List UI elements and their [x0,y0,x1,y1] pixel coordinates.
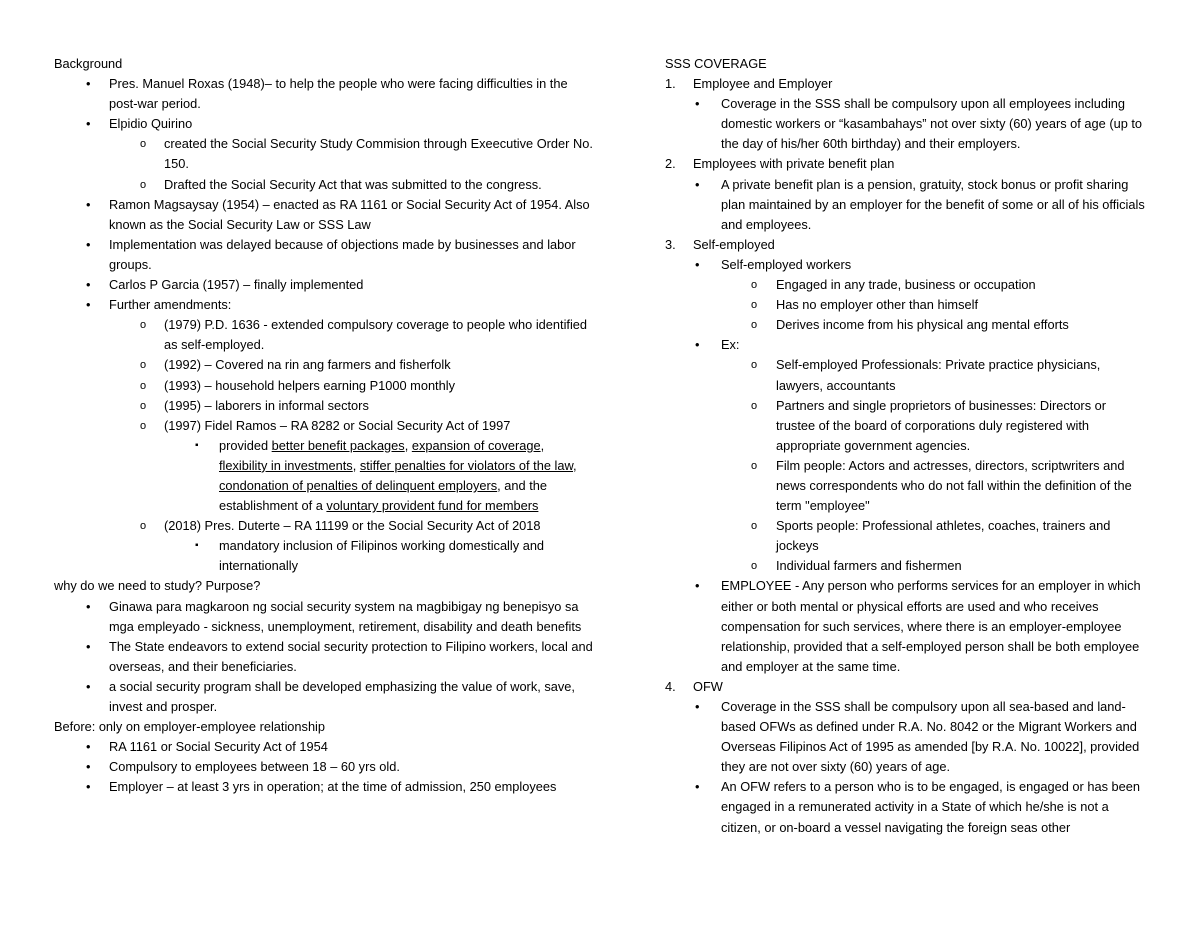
list-item: o (1993) – household helpers earning P1000 monthly [140,377,455,393]
numbered-item: 2. Employees with private benefit plan [665,156,895,172]
list-item: o Individual farmers and fishermen [751,558,962,574]
left-column [54,54,594,797]
list-item: o created the Social Security Study Commision through Exeecutive Order No. 150. [140,136,593,172]
coverage-heading: SSS COVERAGE [665,56,767,71]
list-item: • Elpidio Quirino [86,116,193,132]
numbered-item: 3. Self-employed [665,236,775,252]
numbered-item: 4. OFW [665,678,723,694]
list-item: • Further amendments: [86,297,232,313]
list-item: o Film people: Actors and actresses, directors, scriptwriters and news correspondents who do not fall within the definition of the term "employee" [751,457,1132,514]
list-item: • a social security program shall be developed emphasizing the value of work, save, invest and prosper. [86,678,575,714]
list-item: • A private benefit plan is a pension, gratuity, stock bonus or profit sharing plan maintained by an employer for the benefit of some or all of his officials and employees. [695,176,1145,232]
list-item: • Ramon Magsaysay (1954) – enacted as RA 1161 or Social Security Act of 1954. Also known as the Social Security Law or SSS Law [86,196,590,232]
list-item: • Implementation was delayed because of objections made by businesses and labor groups. [86,236,576,272]
list-item: ▪ provided better benefit packages, expansion of coverage, flexibility in investments, stiffer penalties for violators of the law, condonation of penalties of delinquent employers, and the establishment of a voluntary provident fund for members [195,437,577,514]
list-item: o Partners and single proprietors of businesses: Directors or trustee of the board of corporations duly registered with appropriate government agencies. [751,397,1107,453]
list-item: • Coverage in the SSS shall be compulsory upon all sea-based and land-based OFWs as defined under R.A. No. 8042 or the Migrant Workers and Overseas Filipinos Act of 1995 as amended [by R.A. No. 10022], provided they are not over sixty (60) years of age. [695,699,1140,775]
list-item: o Has no employer other than himself [751,297,979,313]
list-item: • Coverage in the SSS shall be compulsory upon all employees including domestic workers or “kasambahays” not over sixty (60) years of age (up to the day of his/her 60th birthday) and their employers. [695,96,1143,152]
list-item: • Employer – at least 3 yrs in operation; at the time of admission, 250 employees [86,779,557,795]
list-item: • Self-employed workers [695,256,852,272]
list-item: o Self-employed Professionals: Private practice physicians, lawyers, accountants [751,357,1101,393]
list-item: • Ex: [695,337,740,353]
list-item: o (1997) Fidel Ramos – RA 8282 or Social Security Act of 1997 [140,417,511,433]
list-item: o (1995) – laborers in informal sectors [140,397,369,413]
list-item: o (2018) Pres. Duterte – RA 11199 or the Social Security Act of 2018 [140,518,541,534]
list-item: ▪ mandatory inclusion of Filipinos working domestically and internationally [195,538,545,574]
list-item: • Ginawa para magkaroon ng social security system na magbibigay ng benepisyo sa mga empleyado - sickness, unemployment, retirement, disability and death benefits [86,598,582,634]
list-item: o Engaged in any trade, business or occupation [751,277,1036,293]
list-item: o Drafted the Social Security Act that was submitted to the congress. [140,176,542,192]
list-item: o Sports people: Professional athletes, coaches, trainers and jockeys [751,518,1111,554]
list-item: • An OFW refers to a person who is to be engaged, is engaged or has been engaged in a remunerated activity in a State of which he/she is not a citizen, or on-board a vessel navigating the foreign seas other [695,779,1140,835]
list-item: o (1979) P.D. 1636 - extended compulsory coverage to people who identified as self-employed. [140,317,588,353]
background-heading: Background [54,56,123,71]
list-item: • Carlos P Garcia (1957) – finally implemented [86,277,364,293]
list-item: • The State endeavors to extend social security protection to Filipino workers, local and overseas, and their beneficiaries. [86,638,593,674]
list-item: • Pres. Manuel Roxas (1948)– to help the people who were facing difficulties in the post-war period. [86,76,568,112]
numbered-item: 1. Employee and Employer [665,76,833,92]
list-item: o Derives income from his physical ang mental efforts [751,317,1069,333]
list-item: o (1992) – Covered na rin ang farmers and fisherfolk [140,357,451,373]
right-column [665,54,1145,838]
list-item: • Compulsory to employees between 18 – 60 yrs old. [86,759,400,775]
purpose-heading: why do we need to study? Purpose? [54,578,261,594]
list-item: • RA 1161 or Social Security Act of 1954 [86,739,328,755]
list-item: • EMPLOYEE - Any person who performs services for an employer in which either or both mental or physical efforts are used and who receives compensation for such services, where there is an employer-employee relationship, provided that a self-employed person shall be both employee and employer at the same time. [695,578,1141,674]
before-heading: Before: only on employer-employee relationship [54,719,326,735]
